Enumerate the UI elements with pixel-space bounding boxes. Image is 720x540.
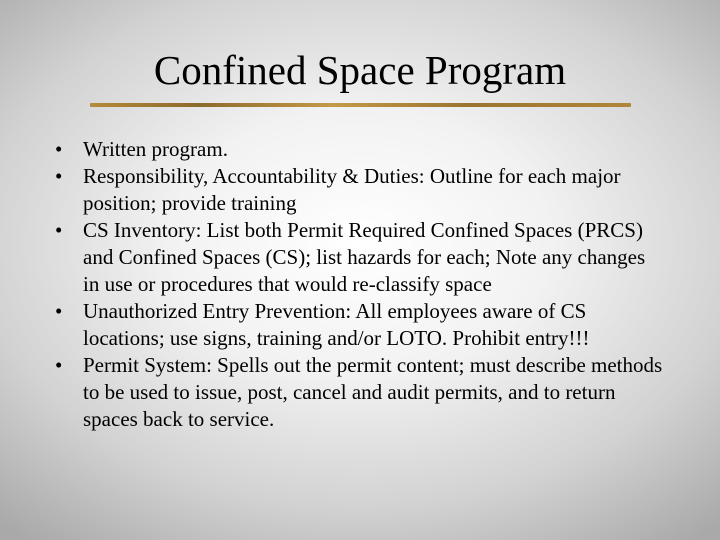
bullet-text: Responsibility, Accountability & Duties: Outline for each major position; provide training xyxy=(83,164,621,215)
bullet-dot-icon: • xyxy=(55,299,63,323)
bullet-item xyxy=(55,217,665,298)
bullet-text: Written program. xyxy=(83,137,228,161)
bullet-dot-icon: • xyxy=(55,353,63,377)
bullet-list xyxy=(55,136,665,433)
bullet-item xyxy=(55,352,665,433)
slide-title: Confined Space Program xyxy=(153,47,567,93)
bullet-text: Permit System: Spells out the permit content; must describe methods to be used to issue, post, cancel and audit permits, and to return spaces back to service. xyxy=(83,353,663,431)
bullet-dot-icon: • xyxy=(55,137,63,161)
bullet-dot-icon: • xyxy=(55,164,63,188)
bullet-item xyxy=(55,298,665,352)
bullet-item xyxy=(55,163,665,217)
bullet-text: Unauthorized Entry Prevention: All employees aware of CS locations; use signs, training and/or LOTO. Prohibit entry!!! xyxy=(83,299,590,350)
bullet-item xyxy=(55,136,665,163)
bullet-text: CS Inventory: List both Permit Required Confined Spaces (PRCS) and Confined Spaces (CS); list hazards for each; Note any changes in use or procedures that would re-classify space xyxy=(83,218,646,296)
bullet-dot-icon: • xyxy=(55,218,63,242)
title-underline xyxy=(90,103,631,107)
